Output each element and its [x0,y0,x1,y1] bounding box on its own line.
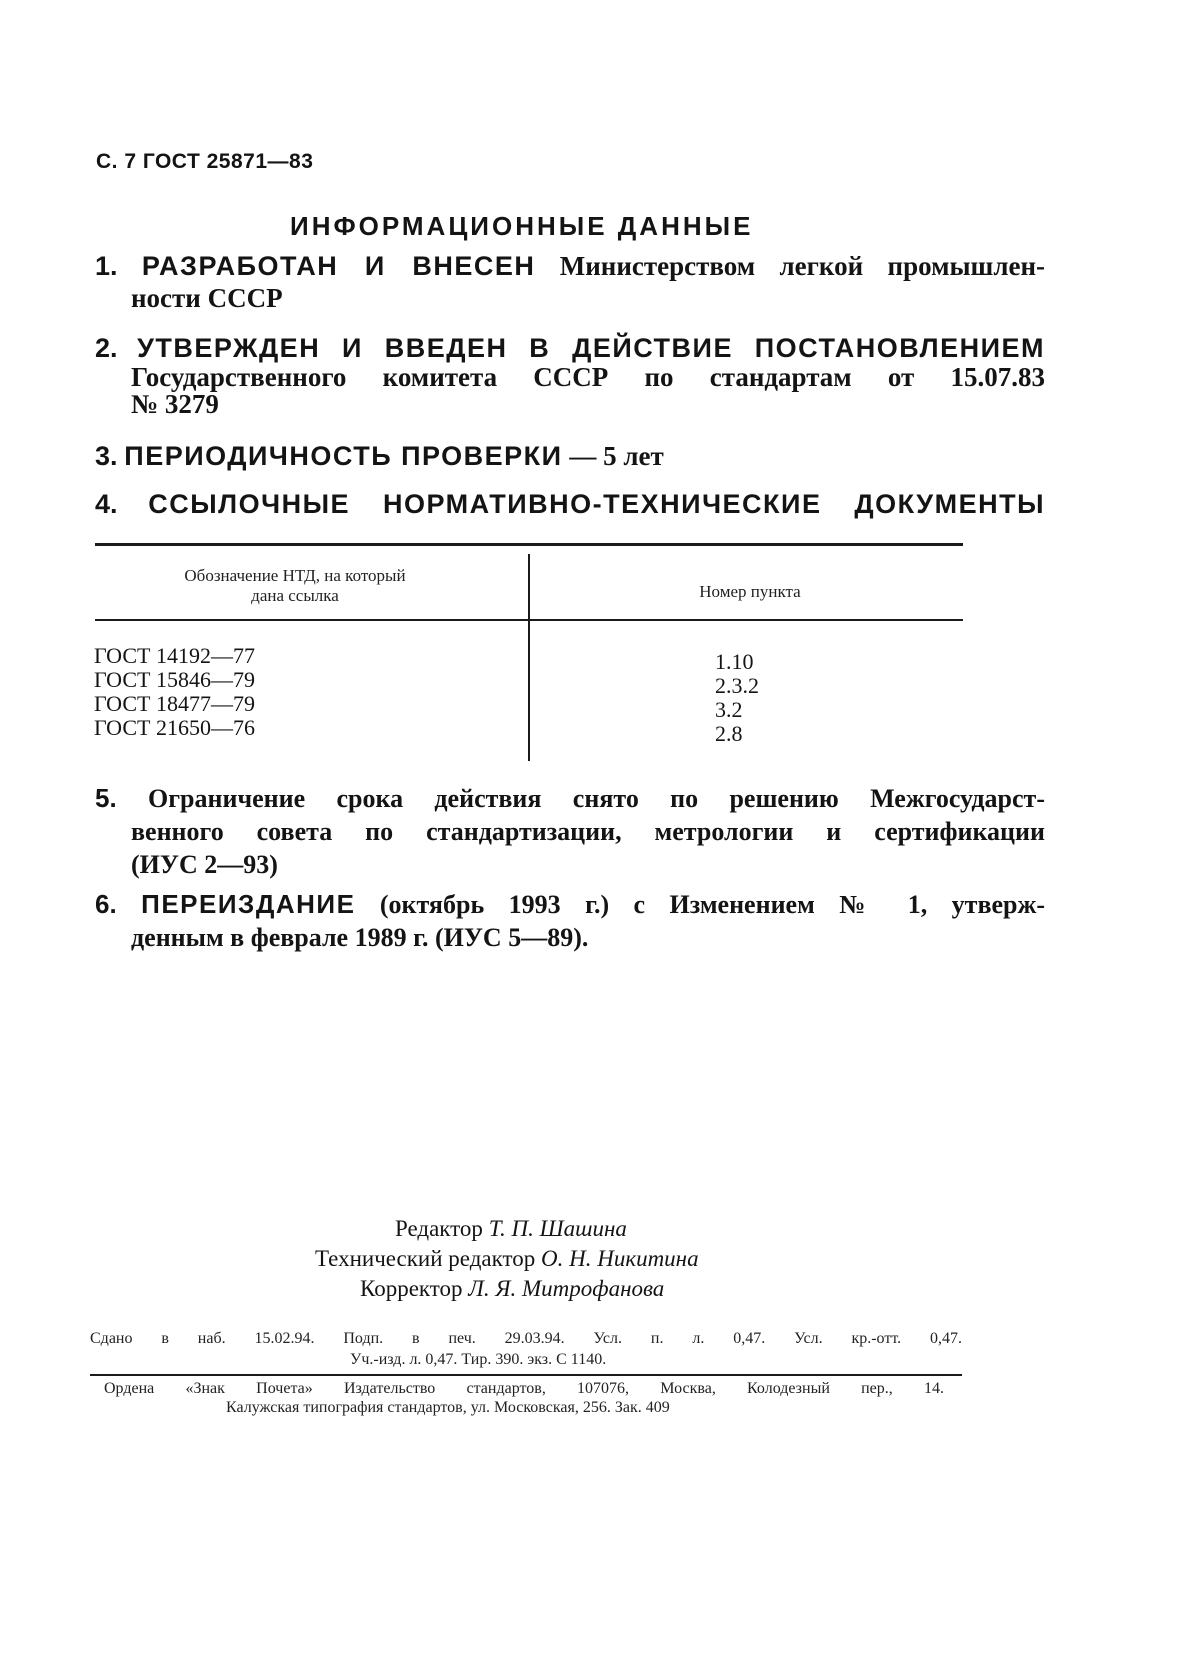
table-cell-document: ГОСТ 15846—79 [94,667,255,692]
list-item-3 [95,440,1045,472]
table-cell-document: ГОСТ 14192—77 [94,643,255,668]
imprint-line-1: Сдано в наб. 15.02.94. Подп. в печ. 29.03.94. Усл. п. л. 0,47. Усл. кр.-отт. 0,47. [90,1330,962,1347]
table-cell-clause: 2.3.2 [715,673,759,698]
page-title: ИНФОРМАЦИОННЫЕ ДАННЫЕ [290,211,754,241]
list-item-5 [95,782,1045,881]
item-number: 4. [95,489,118,519]
tech-editor-credit: Технический редактор О. Н. Никитина [315,1246,699,1271]
column-header-document: Обозначение НТД, на который дана ссылка [184,566,406,605]
item-number: 5. [95,783,117,813]
imprint-rule [90,1374,962,1376]
table-cell-clause: 1.10 [715,649,754,674]
editor-credit: Редактор Т. П. Шашина [395,1216,627,1241]
item-heading: РАЗРАБОТАН И ВНЕСЕН [141,251,536,281]
imprint-line-3: Ордена «Знак Почета» Издательство стандартов, 107076, Москва, Колодезный пер., 14. [104,1380,944,1397]
table-cell-document: ГОСТ 18477—79 [94,691,255,716]
item-text: (октябрь 1993 г.) с Изменением № 1, утверж- [379,890,1045,919]
list-item-2 [95,332,1045,418]
item-heading: УТВЕРЖДЕН И ВВЕДЕН В ДЕЙСТВИЕ ПОСТАНОВЛЕНИЕМ [137,333,1045,363]
item-text: Государственного комитета СССР по стандартам от 15.07.83 [131,362,1045,392]
list-item-4 [95,488,1045,520]
table-cell-clause: 2.8 [715,721,743,746]
item-text-continued: (ИУС 2—93) [131,850,278,879]
column-header-clause: Номер пункта [699,582,801,601]
item-number: 2. [95,333,118,363]
item-heading: ССЫЛОЧНЫЕ НОРМАТИВНО-ТЕХНИЧЕСКИЕ ДОКУМЕНТЫ [148,489,1046,519]
item-number: 6. [95,889,117,919]
table-cell-clause: 3.2 [715,697,743,722]
imprint-line-2: Уч.-изд. л. 0,47. Тир. 390. экз. С 1140. [350,1351,607,1368]
corrector-credit: Корректор Л. Я. Митрофанова [360,1276,665,1301]
item-text: Ограничение срока действия снято по решению Межгосударст- [148,784,1045,813]
table-header-rule [95,619,963,621]
page-header: С. 7 ГОСТ 25871—83 [96,150,314,173]
item-text: Министерством легкой промышлен- [559,251,1046,281]
table-column-divider [528,554,530,761]
table-top-rule [95,543,963,546]
item-text: — 5 лет [569,441,664,471]
table-cell-document: ГОСТ 21650—76 [94,715,255,740]
item-number: 3. [95,441,118,471]
list-item-6 [95,888,1045,954]
item-text-continued: ности СССР [131,283,283,313]
item-number: 1. [95,251,118,281]
item-heading: ПЕРИОДИЧНОСТЬ ПРОВЕРКИ [124,441,563,471]
item-text-continued: № 3279 [131,389,219,419]
imprint-line-4: Калужская типография стандартов, ул. Московская, 256. Зак. 409 [226,1399,670,1416]
item-text-continued: денным в феврале 1989 г. (ИУС 5—89). [131,923,589,952]
item-text-continued: венного совета по стандартизации, метрологии и сертификации [131,817,1045,846]
list-item-1 [95,250,1045,314]
item-heading: ПЕРЕИЗДАНИЕ [141,889,356,919]
